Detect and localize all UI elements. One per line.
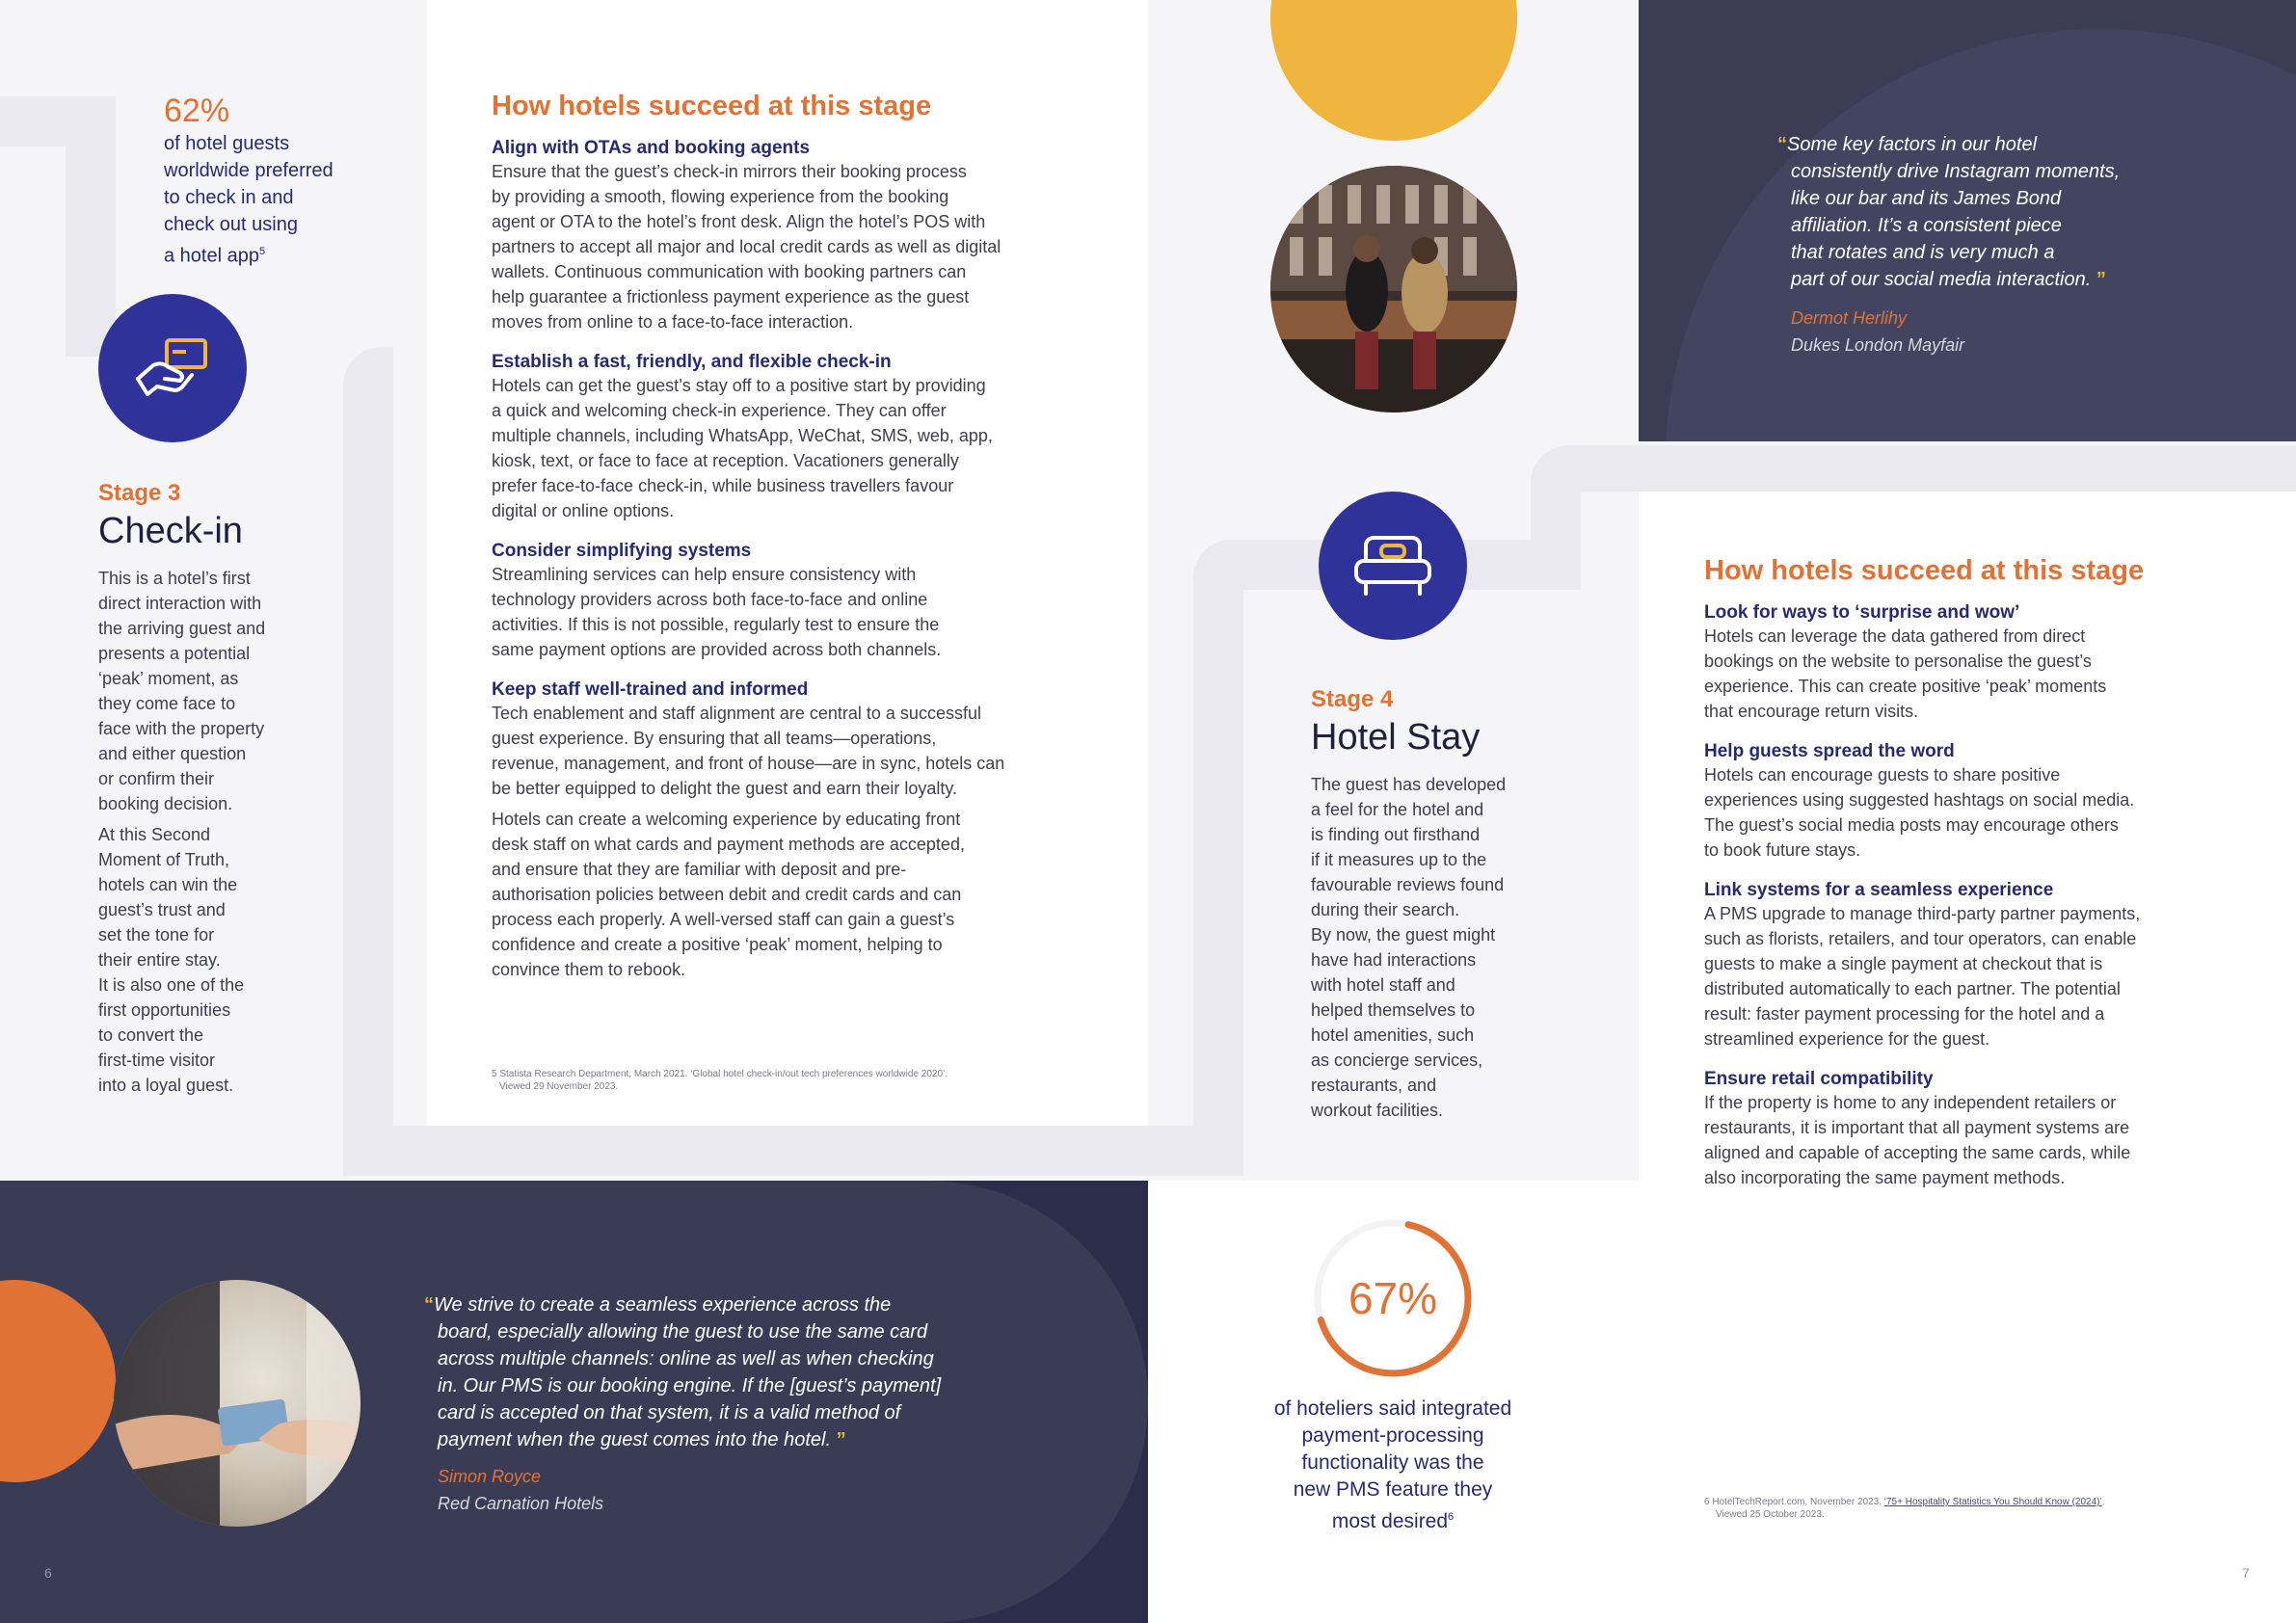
stage-paragraph <box>1311 922 1542 1123</box>
text-line: restaurants, it is important that all payment systems are <box>1704 1118 2130 1137</box>
footnote-6 <box>1704 1496 2283 1521</box>
text-line: Moment of Truth, <box>98 850 230 869</box>
text-line: face with the property <box>98 719 265 738</box>
section-heading: How hotels succeed at this stage <box>492 91 932 121</box>
text-line: Hotels can leverage the data gathered from direct <box>1704 626 2086 646</box>
quote-line: consistently drive Instagram moments, <box>1791 161 2121 182</box>
advice-body <box>492 807 1128 982</box>
text-line: result: faster payment processing for the hotel and a <box>1704 1004 2105 1024</box>
advice-title: Establish a fast, friendly, and flexible check-in <box>492 352 892 372</box>
text-line: their entire stay. <box>98 950 221 970</box>
text-line: A PMS upgrade to manage third-party partner payments, <box>1704 904 2141 923</box>
close-quote-icon: ” <box>836 1429 846 1450</box>
text-line: bookings on the website to personalise the guest’s <box>1704 652 2092 671</box>
stat-line-text: a hotel app <box>164 245 259 267</box>
quote-line: card is accepted on that system, it is a valid method of <box>438 1402 901 1423</box>
quote-line-text: part of our social media interaction. <box>1791 269 2092 290</box>
right-section <box>1704 555 2283 1208</box>
text-line: if it measures up to the <box>1311 850 1487 869</box>
text-line: restaurants, and <box>1311 1076 1437 1095</box>
text-line: guest’s trust and <box>98 900 226 919</box>
text-line: or confirm their <box>98 769 215 788</box>
text-line: as concierge services, <box>1311 1051 1483 1070</box>
text-line: that encourage return visits. <box>1704 702 1919 721</box>
stat-value: 67% <box>1348 1273 1438 1323</box>
text-line: direct interaction with <box>98 594 262 613</box>
advice-title: Keep staff well-trained and informed <box>492 679 809 700</box>
text-line: Streamlining services can help ensure consistency with <box>492 565 917 584</box>
text-line: hotel amenities, such <box>1311 1025 1475 1045</box>
text-line: agent or OTA to the hotel’s front desk. Align the hotel’s POS with <box>492 212 986 231</box>
text-line: Hotels can create a welcoming experience by educating front <box>492 810 961 829</box>
quote-line: that rotates and is very much a <box>1791 242 2055 263</box>
text-line: have had interactions <box>1311 950 1477 970</box>
quote-line: across multiple channels: online as well as when checking <box>438 1348 934 1370</box>
text-line: desk staff on what cards and payment methods are accepted, <box>492 835 965 854</box>
stat-line <box>164 238 395 270</box>
text-line: into a loyal guest. <box>98 1076 234 1095</box>
text-line: presents a potential <box>98 644 251 663</box>
stat-line <box>1243 1503 1542 1535</box>
text-line: also incorporating the same payment methods. <box>1704 1168 2066 1187</box>
advice-item <box>492 352 1128 523</box>
quote-royce <box>424 1291 1041 1517</box>
text-line: is finding out firsthand <box>1311 825 1481 844</box>
stage-paragraph <box>1311 772 1542 922</box>
stat-description <box>1243 1396 1542 1535</box>
stat-line: of hotel guests <box>164 133 290 154</box>
footnote-ref: 5 <box>258 246 266 257</box>
advice-title: Look for ways to ‘surprise and wow’ <box>1704 602 2020 623</box>
quote-line <box>1777 266 2279 293</box>
hotel-bar-photo <box>1270 166 1517 412</box>
advice-body <box>492 373 1128 523</box>
quote-line: in. Our PMS is our booking engine. If the [guest’s payment] <box>438 1375 942 1397</box>
footnote-line: 5 Statista Research Department, March 2021. ‘Global hotel check-in/out tech preferences worldwide 2020’. <box>492 1069 948 1079</box>
journey-path <box>343 1126 1240 1176</box>
quote-attribution <box>1777 305 2279 359</box>
stage4-block <box>1311 686 1542 1129</box>
journey-path <box>66 96 116 357</box>
text-line: favourable reviews found <box>1311 875 1505 894</box>
text-line: technology providers across both face-to-face and online <box>492 590 928 609</box>
text-line: multiple channels, including WhatsApp, WeChat, SMS, web, app, <box>492 426 993 445</box>
text-line: Tech enablement and staff alignment are central to a successful <box>492 704 981 723</box>
text-line: same payment options are provided across both channels. <box>492 640 942 659</box>
advice-item <box>492 679 1128 982</box>
quote-author: Dermot Herlihy <box>1791 308 1908 328</box>
text-line: workout facilities. <box>1311 1101 1444 1120</box>
text-line: By now, the guest might <box>1311 925 1496 945</box>
advice-title: Help guests spread the word <box>1704 741 1955 761</box>
stat-line-text: most desired <box>1331 1510 1449 1532</box>
stat-line: functionality was the <box>1301 1451 1484 1474</box>
card-payment-illustration <box>114 1280 360 1527</box>
text-line: to book future stays. <box>1704 840 1861 860</box>
text-line: process each properly. A well-versed staff can gain a guest’s <box>492 910 955 929</box>
text-line: experiences using suggested hashtags on social media. <box>1704 790 2135 810</box>
text-line: with hotel staff and <box>1311 975 1455 995</box>
advice-item <box>1704 602 2283 724</box>
stat-67-description <box>1243 1396 1542 1535</box>
advice-body <box>492 562 1128 662</box>
text-line: revenue, management, and front of house—are in sync, hotels can <box>492 754 1005 773</box>
advice-body <box>492 159 1128 334</box>
footnote-line <box>1704 1496 2283 1508</box>
text-line: and ensure that they are familiar with deposit and pre- <box>492 860 907 879</box>
text-line: experience. This can create positive ‘peak’ moments <box>1704 677 2107 696</box>
text-line: first-time visitor <box>98 1051 215 1070</box>
text-line: wallets. Continuous communication with booking partners can <box>492 262 967 281</box>
stat-62 <box>164 93 395 270</box>
quote-text <box>424 1291 1041 1453</box>
hand-card-icon <box>132 334 213 402</box>
footnote-line: Viewed 29 November 2023. <box>499 1081 619 1092</box>
text-line: prefer face-to-face check-in, while business travellers favour <box>492 476 954 495</box>
quote-line <box>424 1426 1041 1453</box>
stat-description <box>164 130 395 270</box>
stat-line: of hoteliers said integrated <box>1273 1397 1512 1420</box>
text-line: guest experience. By ensuring that all teams—operations, <box>492 729 937 748</box>
journey-path <box>1531 445 2296 492</box>
text-line: The guest’s social media posts may encourage others <box>1704 815 2119 835</box>
stage3-block <box>98 480 330 1104</box>
advice-body <box>1704 762 2283 863</box>
quote-line-text: payment when the guest comes into the hotel. <box>438 1429 832 1450</box>
text-line: It is also one of the <box>98 975 245 995</box>
advice-title: Link systems for a seamless experience <box>1704 880 2054 900</box>
text-line: help guarantee a frictionless payment experience as the guest <box>492 287 970 306</box>
page-number-left: 6 <box>44 1565 52 1581</box>
stage3-icon-circle <box>98 294 247 442</box>
card-payment-photo <box>114 1280 360 1527</box>
stat-line: check out using <box>164 214 298 235</box>
quote-line: like our bar and its James Bond <box>1791 188 2062 209</box>
advice-body <box>1704 901 2283 1051</box>
open-quote-icon: “ <box>1777 134 1787 155</box>
quote-line-text: Some key factors in our hotel <box>1787 134 2038 155</box>
quote-organisation: Dukes London Mayfair <box>1791 335 1965 355</box>
advice-title: Consider simplifying systems <box>492 541 752 561</box>
stat-line: payment-processing <box>1301 1424 1484 1447</box>
page-number-right: 7 <box>2242 1565 2250 1581</box>
text-line: At this Second <box>98 825 211 844</box>
text-line: a quick and welcoming check-in experience. They can offer <box>492 401 947 420</box>
footnote-line: Viewed 25 October 2023. <box>1716 1509 1825 1520</box>
stage-paragraph <box>98 566 330 816</box>
text-line: booking decision. <box>98 794 233 813</box>
stat-line: to check in and <box>164 187 294 208</box>
text-line: ‘peak’ moment, as <box>98 669 239 688</box>
advice-title: Align with OTAs and booking agents <box>492 138 811 158</box>
close-quote-icon: ” <box>2096 269 2106 290</box>
text-line: they come face to <box>98 694 236 713</box>
text-line: This is a hotel’s first <box>98 569 251 588</box>
text-line: authorisation policies between debit and credit cards and can <box>492 885 962 904</box>
advice-item <box>492 138 1128 334</box>
quote-author: Simon Royce <box>438 1467 542 1486</box>
journey-path <box>1193 540 1243 1176</box>
advice-title: Ensure retail compatibility <box>1704 1069 1934 1089</box>
text-line: hotels can win the <box>98 875 238 894</box>
text-line: Ensure that the guest’s check-in mirrors their booking process <box>492 162 967 181</box>
quote-attribution <box>424 1463 1041 1517</box>
stage4-icon-circle <box>1319 492 1467 640</box>
quote-line: board, especially allowing the guest to use the same card <box>438 1321 928 1343</box>
text-line: during their search. <box>1311 900 1460 919</box>
text-line: Hotels can get the guest’s stay off to a positive start by providing <box>492 376 986 395</box>
text-line: streamlined experience for the guest. <box>1704 1029 1990 1049</box>
yellow-circle-decoration <box>1270 0 1517 141</box>
text-line: and either question <box>98 744 247 763</box>
advice-body <box>1704 1090 2283 1190</box>
footnote-text: 6 HotelTechReport.com, November 2023. <box>1704 1497 1882 1507</box>
text-line: confidence and create a positive ‘peak’ moment, helping to <box>492 935 943 954</box>
stat-line: worldwide preferred <box>164 160 334 181</box>
stage-title: Check-in <box>98 511 243 551</box>
text-line: guests to make a single payment at checkout that is <box>1704 954 2103 973</box>
hotel-bar-illustration <box>1270 166 1517 412</box>
text-line: such as florists, retailers, and tour operators, can enable <box>1704 929 2137 948</box>
stage-label: Stage 4 <box>1311 686 1394 712</box>
journey-path <box>343 347 393 1176</box>
text-line: Hotels can encourage guests to share positive <box>1704 765 2061 785</box>
bed-icon <box>1352 532 1433 599</box>
text-line: a feel for the hotel and <box>1311 800 1484 819</box>
quote-line: affiliation. It’s a consistent piece <box>1791 215 2062 236</box>
footnote-ref: 6 <box>1448 1511 1455 1523</box>
advice-item <box>1704 1069 2283 1190</box>
open-quote-icon: “ <box>424 1294 434 1316</box>
text-line: first opportunities <box>98 1000 231 1020</box>
text-line: activities. If this is not possible, regularly test to ensure the <box>492 615 940 634</box>
footnote-text: . <box>2101 1497 2105 1507</box>
quote-text <box>1777 131 2279 293</box>
stage-title: Hotel Stay <box>1311 717 1481 758</box>
text-line: set the tone for <box>98 925 215 945</box>
advice-item <box>1704 741 2283 863</box>
advice-item <box>492 541 1128 662</box>
text-line: the arriving guest and <box>98 619 266 638</box>
text-line: to convert the <box>98 1025 204 1045</box>
advice-body <box>1704 624 2283 724</box>
text-line: by providing a smooth, flowing experience from the booking <box>492 187 949 206</box>
stage-paragraph <box>98 822 330 1098</box>
text-line: moves from online to a face-to-face interaction. <box>492 312 854 332</box>
advice-body <box>492 701 1128 801</box>
left-section <box>492 91 1128 999</box>
text-line: be better equipped to delight the guest and earn their loyalty. <box>492 779 958 798</box>
text-line: The guest has developed <box>1311 775 1507 794</box>
quote-line-text: We strive to create a seamless experience across the <box>434 1294 892 1316</box>
text-line: aligned and capable of accepting the same cards, while <box>1704 1143 2131 1162</box>
stat-67-ring <box>1311 1216 1475 1380</box>
section-heading: How hotels succeed at this stage <box>1704 555 2145 586</box>
quote-line <box>424 1291 1041 1318</box>
quote-line <box>1777 131 2279 158</box>
text-line: distributed automatically to each partner. The potential <box>1704 979 2121 998</box>
footnote-5 <box>492 1068 1070 1093</box>
footnote-link[interactable]: ‘75+ Hospitality Statistics You Should Know (2024)’ <box>1883 1497 2102 1507</box>
text-line: helped themselves to <box>1311 1000 1476 1020</box>
text-line: kiosk, text, or face to face at reception. Vacationers generally <box>492 451 959 470</box>
advice-item <box>1704 880 2283 1051</box>
stage-label: Stage 3 <box>98 480 181 506</box>
quote-herlihy <box>1777 131 2279 359</box>
text-line: convince them to rebook. <box>492 960 686 979</box>
text-line: If the property is home to any independent retailers or <box>1704 1093 2117 1112</box>
quote-organisation: Red Carnation Hotels <box>438 1494 604 1513</box>
text-line: partners to accept all major and local credit cards as well as digital <box>492 237 1001 256</box>
stat-value: 62% <box>164 93 230 129</box>
stat-line: new PMS feature they <box>1293 1478 1493 1501</box>
text-line: digital or online options. <box>492 501 675 520</box>
